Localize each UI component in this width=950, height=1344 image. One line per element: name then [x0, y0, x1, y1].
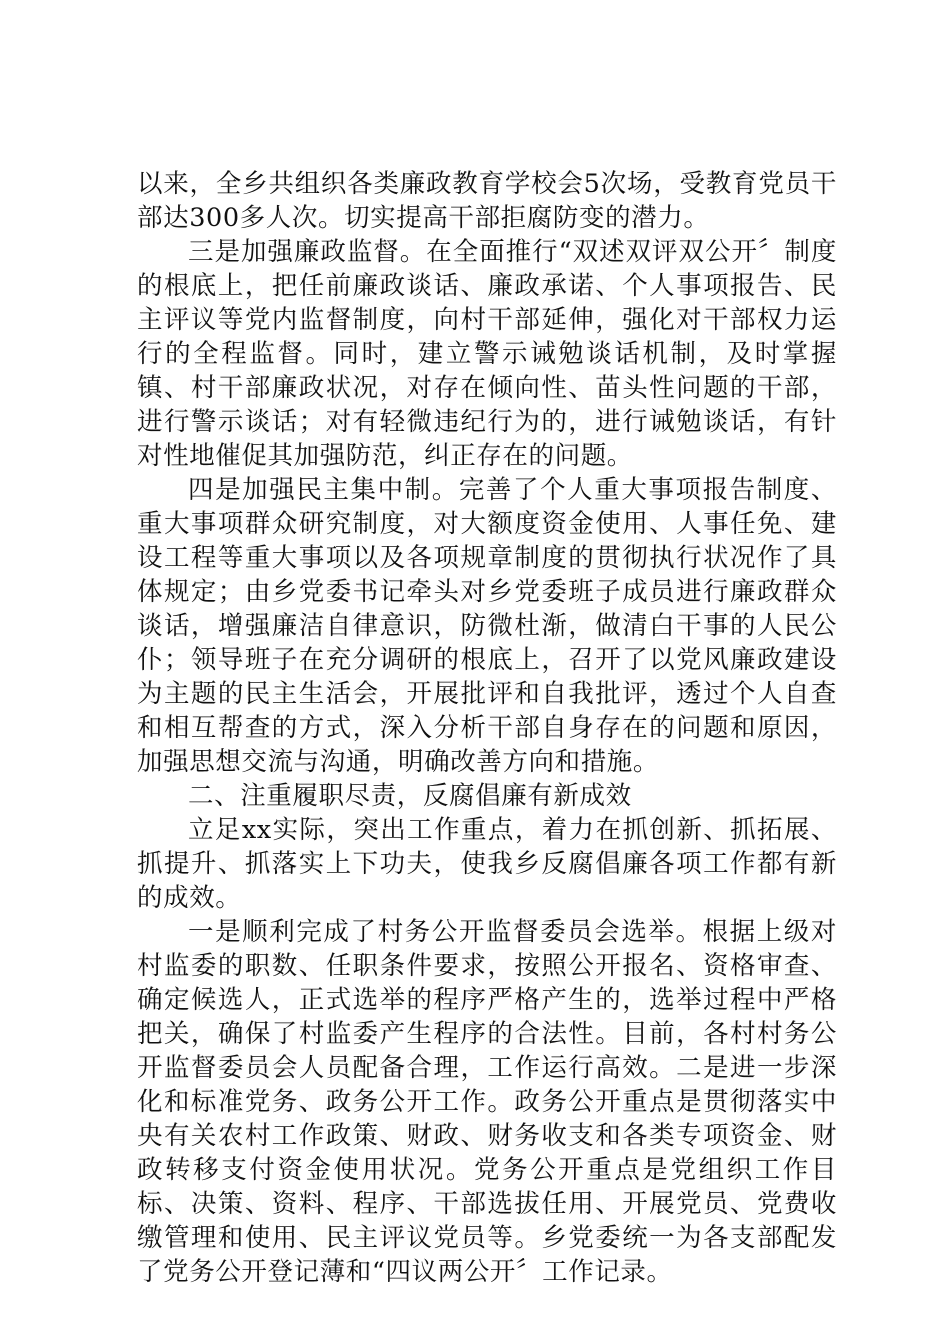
paragraph-continuation: 以来，全乡共组织各类廉政教育学校会5次场，受教育党员干部达300多人次。切实提高干部拒腐防变的潜力。 — [137, 169, 837, 233]
paragraph-democratic-centralism: 四是加强民主集中制。完善了个人重大事项报告制度、重大事项群众研究制度，对大额度资金使用、人事任免、建设工程等重大事项以及各项规章制度的贯彻执行状况作了具体规定；由乡党委书记牵头对乡党委班子成员进行廉政群众谈话，增强廉洁自律意识，防微杜渐，做清白干事的人民公仆；领导班子在充分调研的根底上，召开了以党风廉政建设为主题的民主生活会，开展批评和自我批评，透过个人自查和相互帮查的方式，深入分析干部自身存在的问题和原因，加强思想交流与沟通，明确改善方向和措施。 — [137, 475, 837, 777]
paragraph-intro: 立足xx实际，突出工作重点，着力在抓创新、抓拓展、抓提升、抓落实上下功夫，使我乡反腐倡廉各项工作都有新的成效。 — [137, 815, 837, 913]
section-heading: 二、注重履职尽责，反腐倡廉有新成效 — [188, 781, 632, 811]
paragraph-election: 一是顺利完成了村务公开监督委员会选举。根据上级对村监委的职数、任职条件要求，按照公开报名、资格审查、确定候选人，正式选举的程序严格产生的，选举过程中严格把关，确保了村监委产生程序的合法性。目前，各村村务公开监督委员会人员配备合理，工作运行高效。二是进一步深化和标准党务、政务公开工作。政务公开重点是贯彻落实中央有关农村工作政策、财政、财务收支和各类专项资金、财政转移支付资金使用状况。党务公开重点是党组织工作目标、决策、资料、程序、干部选拔任用、开展党员、党费收缴管理和使用、民主评议党员等。乡党委统一为各支部配发了党务公开登记薄和“四议两公开〞工作记录。 — [137, 917, 837, 1287]
paragraph-supervision: 三是加强廉政监督。在全面推行“双述双评双公开〞制度的根底上，把任前廉政谈话、廉政承诺、个人事项报告、民主评议等党内监督制度，向村干部延伸，强化对干部权力运行的全程监督。同时，建立警示诫勉谈话机制，及时掌握镇、村干部廉政状况，对存在倾向性、苗头性问题的干部，进行警示谈话；对有轻微违纪行为的，进行诫勉谈话，有针对性地催促其加强防范，纠正存在的问题。 — [137, 237, 837, 471]
document-page — [137, 167, 837, 1289]
